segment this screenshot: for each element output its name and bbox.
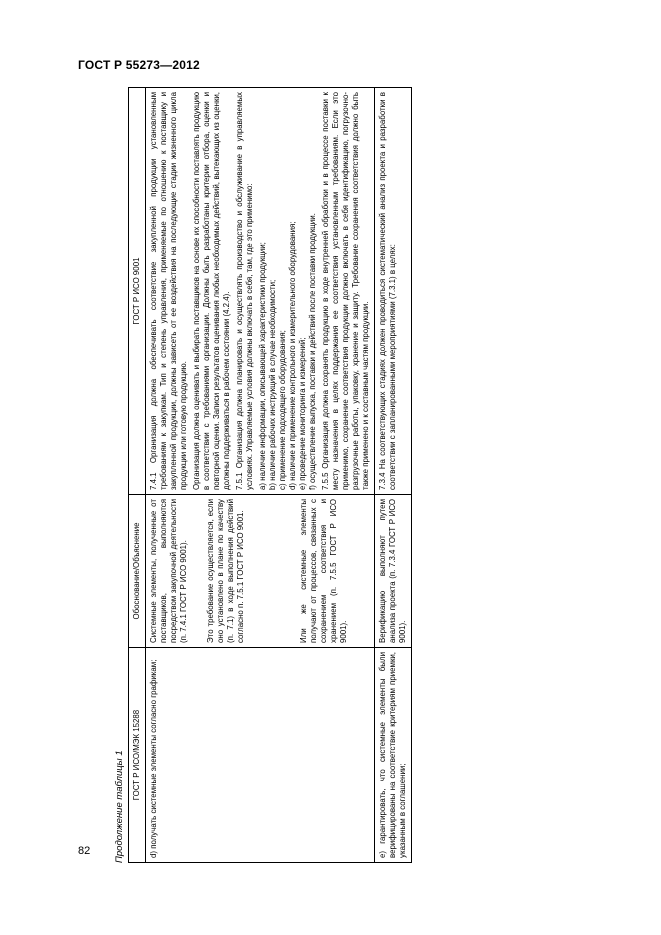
comparison-table — [128, 87, 412, 863]
column-header-justification: Обоснование/Объяснение — [129, 495, 146, 648]
table-caption: Продолжение таблицы 1 — [114, 750, 125, 863]
table-row — [146, 88, 375, 863]
column-header-iso-15288: ГОСТ Р ИСО/МЭК 15288 — [129, 648, 146, 863]
cell-justification: Системные элементы, полученные от поставщиков, выполняются посредством закупочной деятельности (п. 7.4.1 ГОСТ Р ИСО 9001). Это требование осуществляется, если оно установлено в плане по качеству (п. 7.1) в ходе выполнения действий согласно п. 7.5.1 ГОСТ Р ИСО 9001. Или же системные элементы получают от процессов, связанных с сохранением соответствия и хранением (п. 7.5.5 ГОСТ Р ИСО 9001). — [146, 495, 375, 648]
cell-justification: Верификацию выполняют путем анализа проекта (п. 7.3.4 ГОСТ Р ИСО 9001). — [375, 495, 412, 648]
cell-requirement: e) гарантировать, что системные элементы были верифицированы на соответствие критериям приемки, указанным в соглашении; — [375, 648, 412, 863]
column-header-iso-9001: ГОСТ Р ИСО 9001 — [129, 88, 146, 495]
cell-requirement: d) получать системные элементы согласно графикам; — [146, 648, 375, 863]
cell-iso-9001-text: 7.3.4 На соответствующих стадиях должен проводиться систематический анализ проекта и разработки в соответствии с запланированными мероприятиями (7.3.1) в целях: — [375, 88, 412, 495]
table-row — [375, 88, 412, 863]
rotated-table-page — [108, 88, 603, 863]
table-header-row — [129, 88, 146, 863]
cell-iso-9001-text: 7.4.1 Организация должна обеспечивать соответствие закупленной продукции установленным требованиям к закупкам. Тип и степень управления, применяемые по отношению к поставщику и закупленной продукции, должны зависеть от ее воздействия на последующие стадии жизненного цикла продукции или готовую продукцию. Организация должна оценивать и выбирать поставщиков на основе их способности поставлять продукцию в соответствии с требованиями организации. Должны быть разработаны критерии отбора, оценки и повторной оценки. Записи результатов оценивания любых необходимых действий, вытекающих из оценки, должны поддерживаться в рабочем состоянии (4.2.4). 7.5.1 Организация должна планировать и осуществлять производство и обслуживание в управляемых условиях. Управляемые условия должны включать в себя, там, где это применимо: a) наличие информации, описывающей характеристики продукции; b) наличие рабочих инструкций в случае необходимости; c) применение подходящего оборудования; d) наличие и применение контрольного и измерительного оборудования; e) проведение мониторинга и измерений; f) осуществление выпуска, поставки и действий после поставки продукции. 7.5.5 Организация должна сохранять продукцию в ходе внутренней обработки и в процессе поставки к месту назначения в целях поддержания ее соответствия установленным требованиям. Если это применимо, сохранение соответствия продукции должно включать в себя идентификацию, погрузочно-разгрузочные работы, упаковку, хранение и защиту. Требование сохранения соответствия должно быть также применено и к составным частям продукции. — [146, 88, 375, 495]
document-header: ГОСТ Р 55273—2012 — [78, 58, 200, 72]
page-number: 82 — [78, 845, 91, 857]
